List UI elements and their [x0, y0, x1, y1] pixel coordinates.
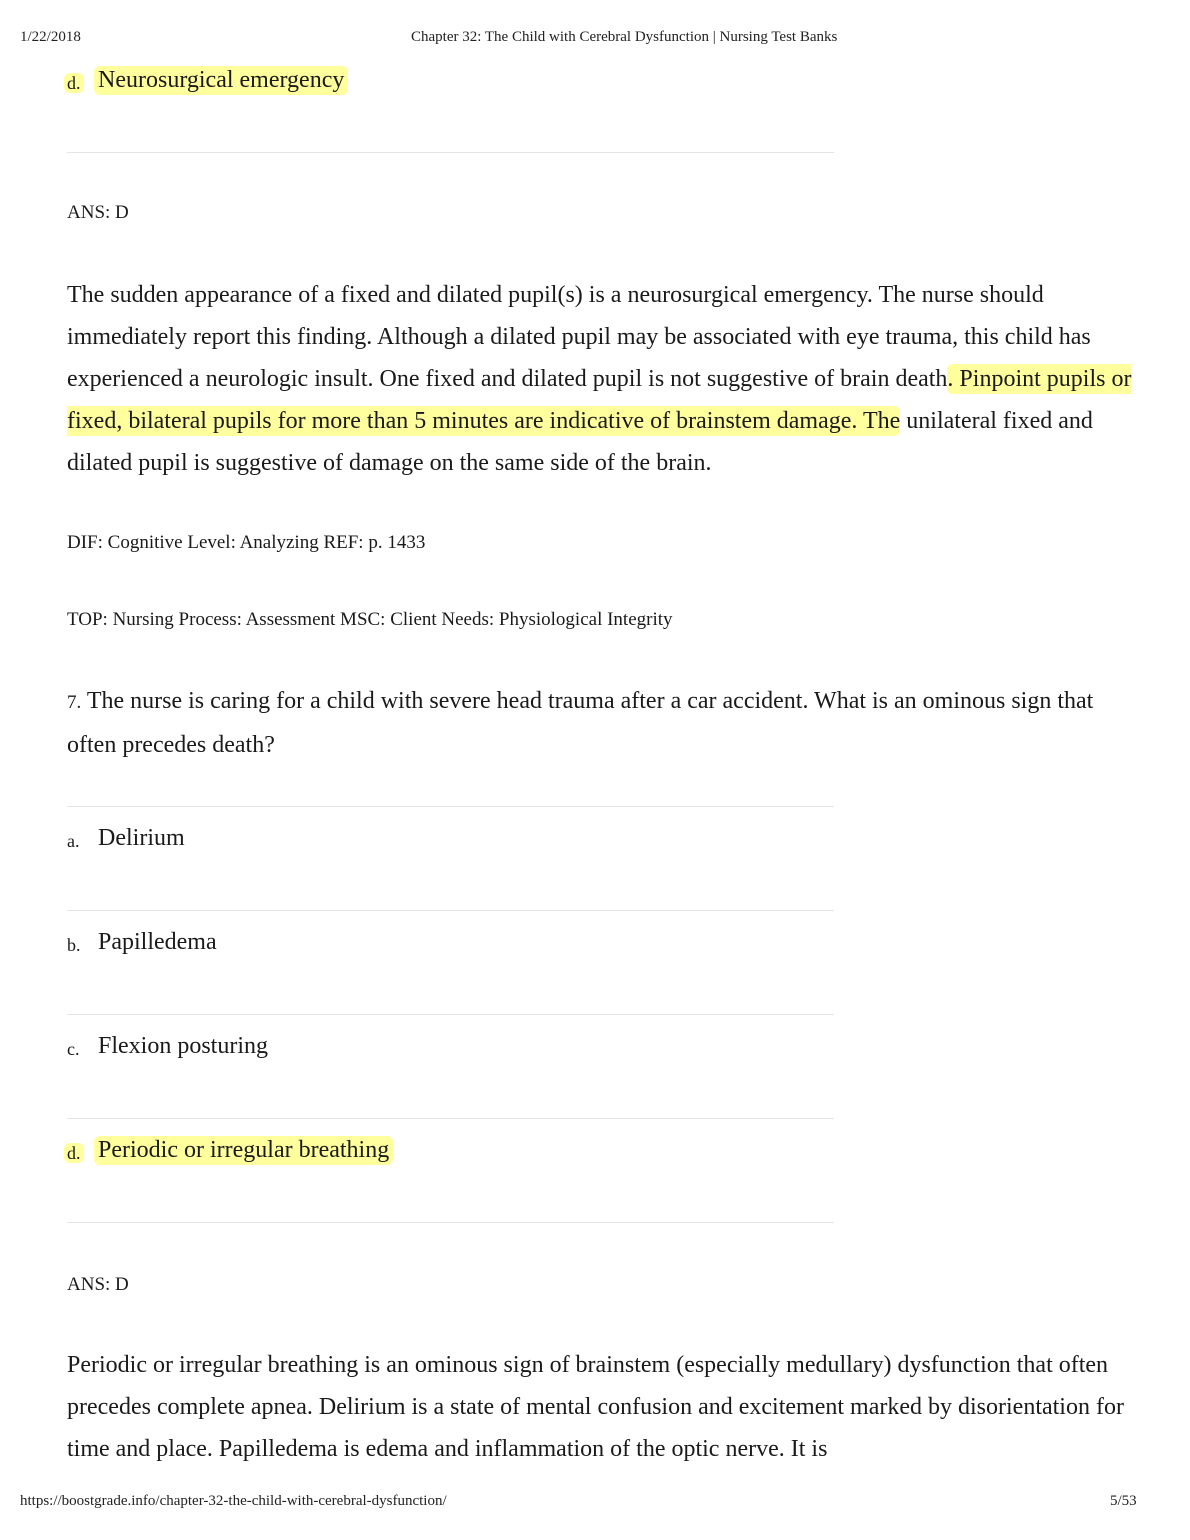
divider [67, 806, 834, 807]
option-text: Neurosurgical emergency [94, 66, 348, 95]
divider [67, 1014, 834, 1015]
q6-answer: ANS: D [67, 202, 129, 223]
footer-url: https://boostgrade.info/chapter-32-the-child-with-cerebral-dysfunction/ [20, 1493, 447, 1509]
footer-page-number: 5/53 [1110, 1493, 1137, 1509]
option-text: Delirium [98, 824, 185, 851]
option-letter: c. [67, 1038, 80, 1059]
divider [67, 910, 834, 911]
question-number: 7. [67, 692, 82, 713]
option-letter: d. [67, 67, 98, 94]
option-letter: b. [67, 934, 81, 955]
question-text: The nurse is caring for a child with severe head trauma after a car accident. What is an ominous sign that often precedes death? [67, 688, 1094, 758]
header-date: 1/22/2018 [20, 29, 81, 45]
q7-option-a [67, 822, 185, 854]
q7-rationale: Periodic or irregular breathing is an ominous sign of brainstem (especially medullary) dysfunction that often precedes complete apnea. Delirium is a state of mental confusion and excitement marked by disorientation for time and place. Papilledema is edema and inflammation of the optic nerve. It is [67, 1352, 1124, 1462]
header-title: Chapter 32: The Child with Cerebral Dysfunction | Nursing Test Banks [411, 29, 838, 45]
q7-question [67, 680, 1137, 766]
divider [67, 152, 834, 153]
option-text: Periodic or irregular breathing [94, 1136, 393, 1165]
q7-option-d [67, 1134, 393, 1166]
option-letter: d. [67, 1137, 98, 1164]
option-letter: a. [67, 830, 80, 851]
rationale-text-end: unilateral fixed and dilated pupil is suggestive of damage on the same side of the brain. [67, 408, 1093, 476]
divider [67, 1222, 834, 1223]
rationale-text: The sudden appearance of a fixed and dilated pupil(s) is a neurosurgical emergency. The nurse should immediately report this finding. Although a dilated pupil may be associated with eye trauma, this child has experienced a neurologic insult. One fixed and dilated pupil is not suggestive of brain death [67, 282, 1091, 392]
q6-dif: DIF: Cognitive Level: Analyzing REF: p. 1433 [67, 532, 426, 553]
rationale-highlight: . Pinpoint pupils or fixed, bilateral pupils for more than 5 minutes are indicative of brainstem damage. The [67, 366, 1132, 434]
q7-option-b [67, 926, 217, 958]
q7-option-c [67, 1030, 268, 1062]
option-text: Flexion posturing [98, 1032, 269, 1059]
q7-answer: ANS: D [67, 1274, 129, 1295]
q6-rationale [67, 274, 1137, 484]
divider [67, 1118, 834, 1119]
option-text: Papilledema [98, 928, 217, 955]
q6-option-d [67, 64, 348, 96]
q6-topic: TOP: Nursing Process: Assessment MSC: Client Needs: Physiological Integrity [67, 609, 673, 630]
